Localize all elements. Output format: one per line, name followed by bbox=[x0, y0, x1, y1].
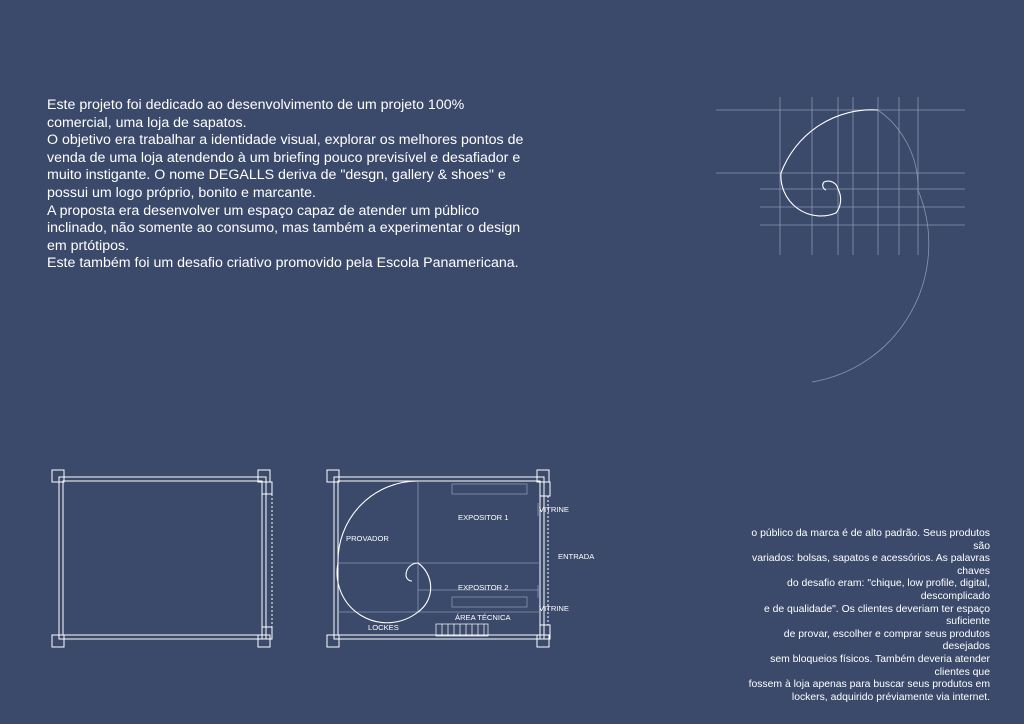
brand-audience-note bbox=[740, 528, 990, 704]
label-expositor-1: EXPOSITOR 1 bbox=[458, 513, 509, 522]
column bbox=[52, 470, 64, 482]
label-expositor-2: EXPOSITOR 2 bbox=[458, 583, 509, 592]
note-line: e de qualidade". Os clientes deveriam ter espaço suficiente bbox=[763, 603, 990, 628]
note-line: de provar, escolher e comprar seus produtos desejados bbox=[783, 628, 990, 653]
note-line: fossem à loja apenas para buscar seus produtos em bbox=[748, 679, 990, 691]
column bbox=[537, 635, 549, 647]
intro-paragraph: O objetivo era trabalhar a identidade visual, explorar os melhores pontos de venda de uma loja atendendo à um briefing pouco previsível e desafiador e muito instigante. O nome DEGALLS deriva de "desgn, gallery & shoes" e possui um logo próprio, bonito e marcante. bbox=[47, 132, 524, 201]
column bbox=[327, 635, 339, 647]
golden-spiral-diagram bbox=[700, 90, 1000, 400]
label-vitrine-bottom: VITRINE bbox=[539, 604, 569, 613]
note-line: do desafio eram: "chique, low profile, digital, descomplicado bbox=[787, 578, 990, 602]
intro-paragraph: Este projeto foi dedicado ao desenvolvimento de um projeto 100% comercial, uma loja de sapatos. bbox=[47, 97, 465, 131]
spiral-guide-grid bbox=[716, 97, 965, 382]
label-entrada: ENTRADA bbox=[558, 552, 595, 561]
plan-spiral bbox=[337, 481, 431, 623]
store-floor-plan bbox=[320, 460, 600, 660]
column bbox=[258, 635, 270, 647]
empty-floor-plan bbox=[45, 462, 285, 662]
note-line: sem bloqueios físicos. Também deveria atender clientes que bbox=[770, 653, 990, 678]
label-vitrine-top: VITRINE bbox=[539, 505, 569, 514]
intro-paragraph: Este também foi um desafio criativo promovido pela Escola Panamericana. bbox=[47, 255, 519, 272]
intro-text bbox=[47, 97, 527, 273]
intro-paragraph: A proposta era desenvolver um espaço capaz de atender um público inclinado, não somente ao consumo, mas também a experimentar o design em prtótipos. bbox=[47, 202, 521, 254]
label-provador: PROVADOR bbox=[346, 534, 389, 543]
column bbox=[258, 470, 270, 482]
column bbox=[537, 470, 549, 482]
label-area-tecnica: ÁREA TÉCNICA bbox=[455, 613, 511, 622]
plan-guide-lines bbox=[338, 481, 540, 612]
label-lockes: LOCKES bbox=[368, 623, 399, 632]
column bbox=[52, 635, 64, 647]
note-line: o público da marca é de alto padrão. Seus produtos são bbox=[751, 528, 990, 552]
area-tecnica-hatch bbox=[436, 624, 488, 636]
note-line: lockers, adquirido préviamente via internet. bbox=[791, 691, 990, 703]
column bbox=[327, 470, 339, 482]
golden-spiral bbox=[781, 110, 878, 216]
note-line: variados: bolsas, sapatos e acessórios. As palavras chaves bbox=[752, 553, 990, 577]
